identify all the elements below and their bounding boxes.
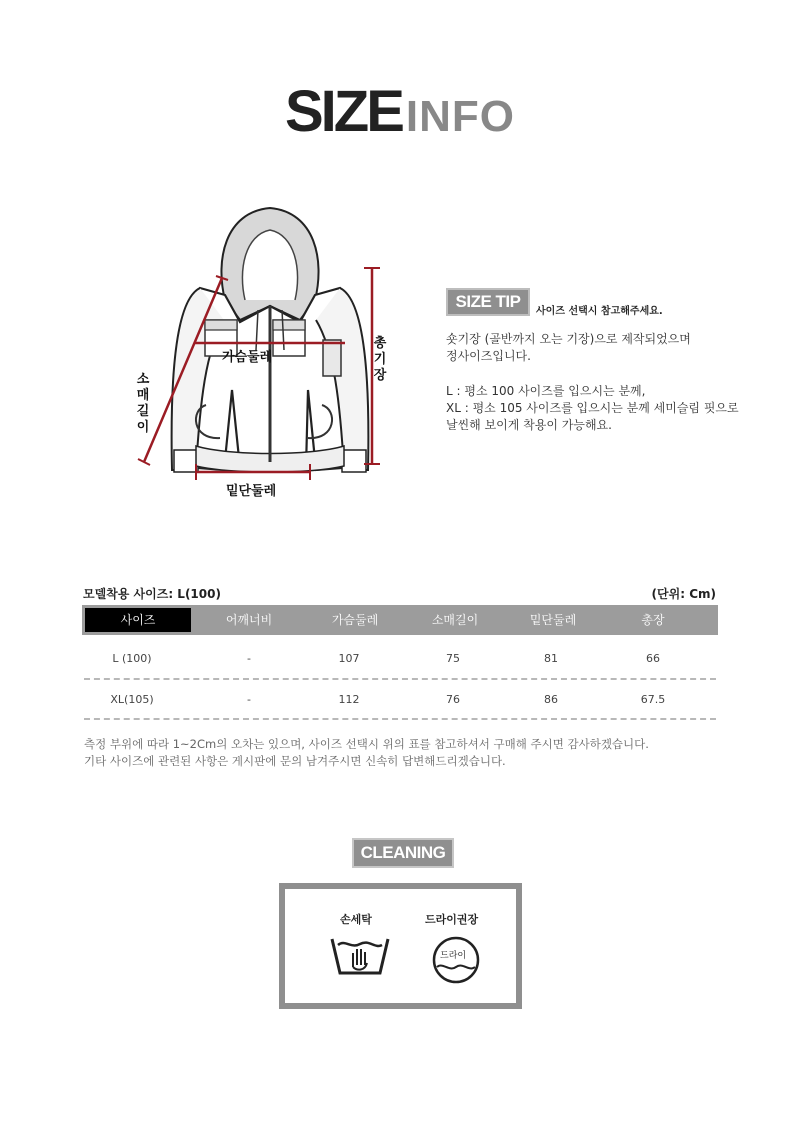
note-line: 기타 사이즈에 관련된 사항은 게시판에 문의 남겨주시면 신속히 답변해드리겠습니다. xyxy=(84,754,506,768)
title-info: INFO xyxy=(405,92,516,141)
length-label-char: 장 xyxy=(373,368,387,383)
size-tip-line: XL : 평소 105 사이즈를 입으시는 분께 세미슬림 핏으로 xyxy=(446,401,739,415)
unit-label: (단위: Cm) xyxy=(651,587,716,601)
sleeve-label-char: 매 xyxy=(136,388,150,403)
sleeve-label-char: 길 xyxy=(136,404,150,419)
cell-size: L (100) xyxy=(112,652,152,665)
cell-sleeve: 75 xyxy=(446,652,460,665)
cell-length: 66 xyxy=(646,652,660,665)
note-line: 측정 부위에 따라 1~2Cm의 오차는 있으며, 사이즈 선택시 위의 표를 참고하셔서 구매해 주시면 감사하겠습니다. xyxy=(84,737,649,751)
header-hem: 밑단둘레 xyxy=(529,613,577,627)
header-length: 총장 xyxy=(641,613,665,627)
size-tip-line: L : 평소 100 사이즈를 입으시는 분께, xyxy=(446,384,646,398)
size-tip-line: 정사이즈입니다. xyxy=(446,349,531,363)
length-label-char: 기 xyxy=(373,352,387,367)
cell-hem: 86 xyxy=(544,693,558,706)
header-chest: 가슴둘레 xyxy=(331,613,379,627)
dry-clean-icon-text: 드라이 xyxy=(440,951,467,961)
model-size-label: 모델착용 사이즈: L(100) xyxy=(83,587,221,601)
total-length-label xyxy=(372,336,388,384)
dry-clean-label: 드라이권장 xyxy=(425,913,479,926)
size-tip-badge: SIZE TIP xyxy=(446,288,530,316)
sleeve-label-char: 소 xyxy=(136,372,150,387)
size-tip-caption: 사이즈 선택시 참고해주세요. xyxy=(536,306,663,317)
hand-wash-label: 손세탁 xyxy=(340,913,372,926)
hem-label: 밑단둘레 xyxy=(226,484,277,499)
length-label-char: 총 xyxy=(373,336,387,351)
sleeve-label-char: 이 xyxy=(136,420,150,435)
cell-sleeve: 76 xyxy=(446,693,460,706)
size-tip-line: 숏기장 (골반까지 오는 기장)으로 제작되었으며 xyxy=(446,332,691,346)
cell-chest: 112 xyxy=(338,693,360,706)
cell-length: 67.5 xyxy=(640,693,666,706)
cell-shoulder: - xyxy=(247,652,251,665)
sleeve-length-label xyxy=(135,372,151,436)
chest-label: 가슴둘레 xyxy=(222,350,273,365)
title-size: SIZE xyxy=(284,79,402,144)
cleaning-box xyxy=(279,883,522,1009)
table-row xyxy=(82,639,718,679)
row-divider xyxy=(84,718,716,720)
page-title xyxy=(0,78,800,145)
hand-wash-icon xyxy=(329,933,391,983)
header-shoulder: 어깨너비 xyxy=(225,613,273,627)
table-row xyxy=(82,680,718,720)
cell-hem: 81 xyxy=(544,652,558,665)
cell-chest: 107 xyxy=(338,652,360,665)
cell-size: XL(105) xyxy=(110,693,154,706)
cleaning-badge: CLEANING xyxy=(352,838,454,868)
size-table-header xyxy=(82,605,718,635)
header-sleeve: 소매길이 xyxy=(431,613,479,627)
cell-shoulder: - xyxy=(247,693,251,706)
header-size: 사이즈 xyxy=(85,608,191,632)
size-tip-line: 날씬해 보이게 착용이 가능해요. xyxy=(446,418,612,432)
